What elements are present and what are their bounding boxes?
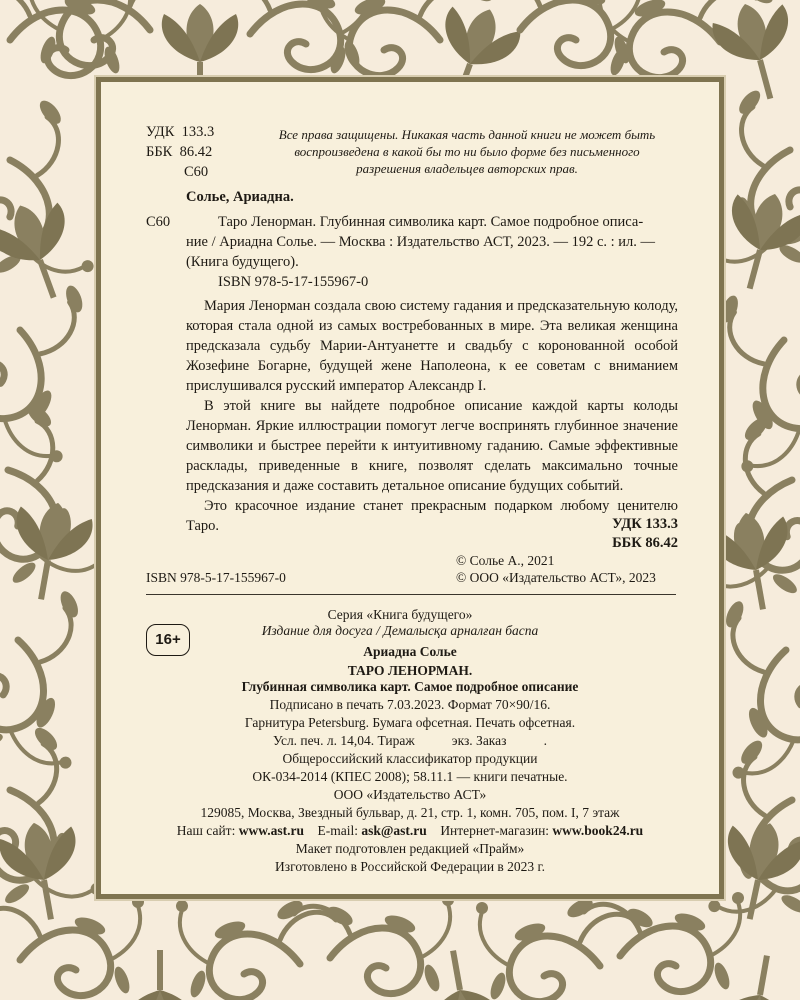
site-label: Наш сайт: [176,823,236,838]
imprint-detail-line: Подписано в печать 7.03.2023. Формат 70×90/16. [269,697,551,712]
shop-label: Интернет-магазин: [440,823,550,838]
shop-link[interactable]: www.book24.ru [552,823,644,838]
rights-notice-line: воспроизведена в какой бы то ни было форме без письменного [294,144,640,159]
site-link[interactable]: www.ast.ru [238,823,304,838]
imprint-detail-line: Усл. печ. л. 14,04. Тираж экз. Заказ . [273,733,547,748]
email-link[interactable]: ask@ast.ru [361,823,427,838]
rights-notice-line: Все права защищены. Никакая часть данной книги не может быть [278,127,656,142]
made-in: Изготовлено в Российской Федерации в 2023 г. [275,859,545,874]
abstract-paragraph: Это красочное издание станет прекрасным подарком любому ценителю Таро. [186,498,678,534]
imprint-subtitle: Глубинная символика карт. Самое подробное описание [241,679,579,694]
bbk-bold: ББК 86.42 [612,535,678,551]
bbk-label: ББК [146,144,173,160]
bbk-value: 86.42 [179,144,213,160]
catalog-entry-line: ние / Ариадна Солье. — Москва : Издательство АСТ, 2023. — 192 с. : ил. — [186,234,656,250]
imprint-details [110,696,710,876]
imprint-title: ТАРО ЛЕНОРМАН. [347,663,473,678]
copyright-author: © Солье А., 2021 [456,553,555,568]
udk-bold: УДК 133.3 [612,516,678,532]
imprint-author: Ариадна Солье [363,644,457,659]
imprint-detail-line: 129085, Москва, Звездный бульвар, д. 21, стр. 1, комн. 705, пом. I, 7 этаж [200,805,620,820]
edition-type: Издание для досуга / Демалысқа арналған баспа [261,623,539,638]
imprint-detail-line: Гарнитура Petersburg. Бумага офсетная. Печать офсетная. [244,715,576,730]
imprint-detail-line: ОК-034-2014 (КПЕС 2008); 58.11.1 — книги печатные. [252,769,568,784]
contacts-line [110,822,710,840]
catalog-isbn: ISBN 978-5-17-155967-0 [218,274,369,290]
catalog-code: С60 [146,214,171,230]
classification-codes [146,122,246,182]
udk-value: 133.3 [181,124,215,140]
isbn-bottom: ISBN 978-5-17-155967-0 [146,570,286,585]
prepared-by: Макет подготовлен редакцией «Прайм» [295,841,525,856]
catalog-author: Солье, Ариадна. [186,189,294,205]
series-line: Серия «Книга будущего» [327,607,473,622]
abstract-paragraph: В этой книге вы найдете подробное описание каждой карты колоды Ленорман. Яркие иллюстрации помогут легче воспринять глубинное значение символики и быстрее перейти к интуитивному гаданию. Самые эффективные расклады, приведенные в книге, позволят сделать максимально точные предсказания и даже составить детальное описание будущих событий. [186,398,678,494]
copyright-publisher: © ООО «Издательство АСТ», 2023 [456,570,656,585]
imprint-detail-line: Общероссийский классификатор продукции [282,751,538,766]
catalog-entry-line: Таро Ленорман. Глубинная символика карт. Самое подробное описа- [218,214,644,230]
author-code: С60 [184,164,209,180]
udk-label: УДК [146,124,175,140]
imprint-detail-line: ООО «Издательство АСТ» [333,787,487,802]
abstract-paragraph: Мария Ленорман создала свою систему гадания и предсказательную колоду, которая стала одной из самых востребованных в мире. Эта великая женщина предсказала судьбу Марии-Антуанетте и свадьбу с коронованной особой Жозефине Богарне, будущей жене Наполеона, к ее советам с вниманием прислушивался русский император Александр I. [186,298,678,394]
rights-notice-line: разрешения владельцев авторских прав. [356,161,578,176]
email-label: E-mail: [317,823,358,838]
catalog-entry [186,212,678,272]
abstract [186,296,678,536]
divider [146,594,676,595]
age-rating-badge: 16+ [146,624,190,656]
catalog-entry-line: (Книга будущего). [186,254,299,270]
rights-notice [262,126,672,177]
